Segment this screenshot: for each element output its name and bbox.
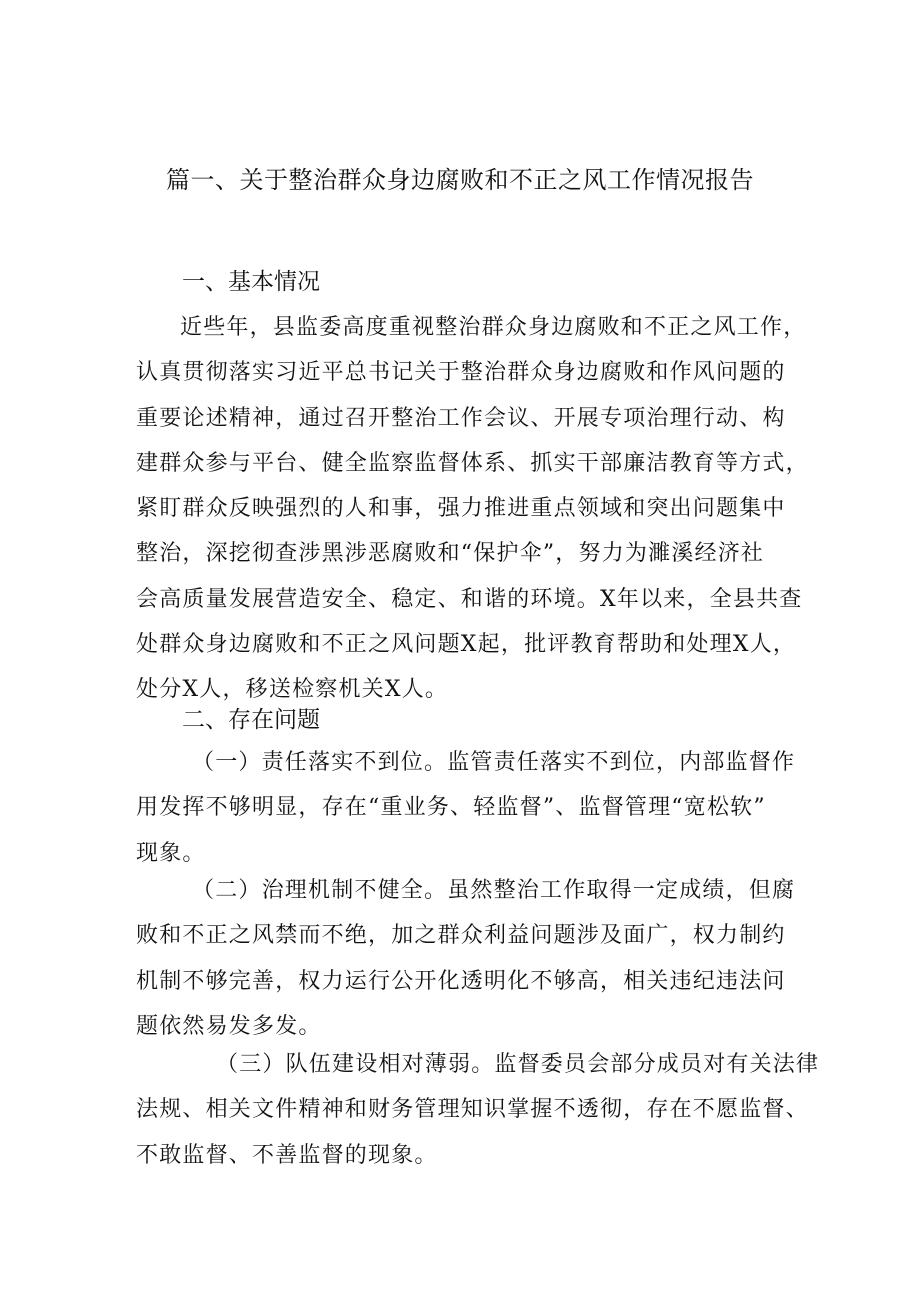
paragraph-line: 不敢监督、不善监督的现象。: [136, 1142, 438, 1168]
section-heading-existing-problems: 二、存在问题: [182, 707, 320, 733]
paragraph-line: （三）队伍建设相对薄弱。监督委员会部分成员对有关法律: [216, 1052, 820, 1077]
paragraph-line: （一）责任落实不到位。监管责任落实不到位，内部监督作: [192, 750, 796, 775]
paragraph-problem-1: [136, 740, 796, 876]
paragraph-line: 整治，深挖彻查涉黑涉恶腐败和“保护伞”，努力为濉溪经济社: [136, 541, 765, 567]
paragraph-line: 近些年，县监委高度重视整治群众身边腐败和不正之风工作，: [180, 315, 807, 340]
paragraph-line: （二）治理机制不健全。虽然整治工作取得一定成绩，但腐: [192, 878, 796, 903]
paragraph-line: 认真贯彻落实习近平总书记关于整治群众身边腐败和作风问题的: [136, 360, 786, 386]
paragraph-line: 题依然易发多发。: [136, 1013, 322, 1039]
paragraph-line: 法规、相关文件精神和财务管理知识掌握不透彻，存在不愿监督、: [136, 1097, 809, 1123]
paragraph-line: 用发挥不够明显，存在“重业务、轻监督”、监督管理“宽松软”: [136, 795, 766, 821]
document-title: 篇一、关于整治群众身边腐败和不正之风工作情况报告: [166, 166, 754, 194]
paragraph-problem-2: [136, 868, 796, 1049]
paragraph-basic-situation: [136, 305, 809, 713]
paragraph-line: 败和不正之风禁而不绝，加之群众利益问题涉及面广，权力制约: [136, 923, 786, 949]
paragraph-line: 现象。: [136, 840, 206, 866]
paragraph-problem-3: [136, 1042, 820, 1178]
paragraph-line: 会高质量发展营造安全、稳定、和谐的环境。X年以来，全县共查: [136, 586, 803, 612]
paragraph-line: 建群众参与平台、健全监察监督体系、抓实干部廉洁教育等方式，: [136, 450, 809, 476]
paragraph-line: 重要论述精神，通过召开整治工作会议、开展专项治理行动、构: [136, 405, 786, 431]
paragraph-line: 紧盯群众反映强烈的人和事，强力推进重点领域和突出问题集中: [136, 496, 786, 522]
paragraph-line: 处群众身边腐败和不正之风问题X起，批评教育帮助和处理X人，: [136, 632, 797, 658]
section-heading-basic-situation: 一、基本情况: [182, 269, 320, 295]
paragraph-line: 机制不够完善，权力运行公开化透明化不够高，相关违纪违法问: [136, 968, 786, 994]
paragraph-line: 处分X人，移送检察机关X人。: [136, 677, 449, 703]
